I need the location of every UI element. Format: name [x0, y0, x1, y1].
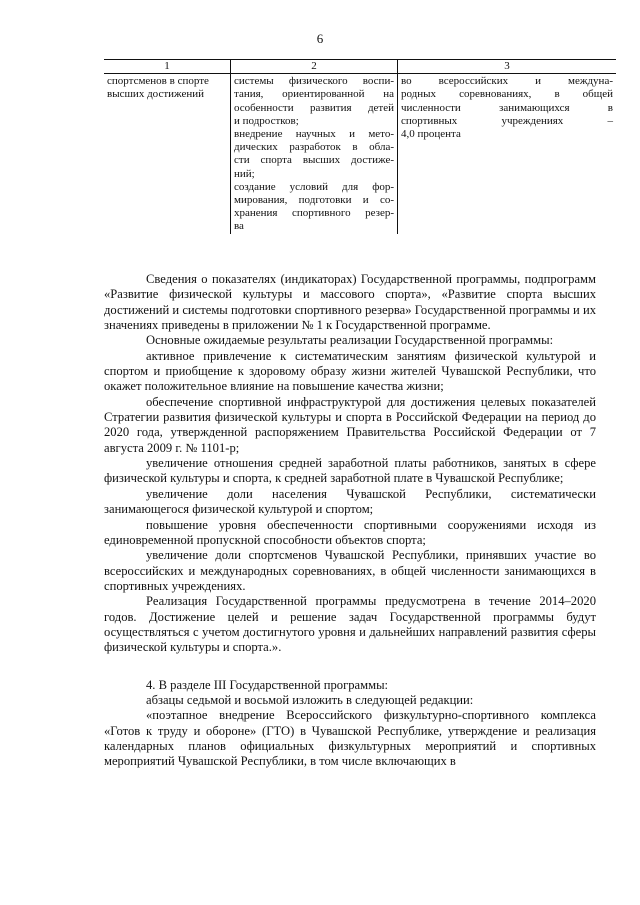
- paragraph: абзацы седьмой и восьмой изложить в следующей редакции:: [146, 692, 474, 707]
- continuation-table: [104, 59, 616, 234]
- paragraph: обеспечение спортивной инфраструктурой для достижения целевых показателей Стратегии развития физической культуры и спорта в Российской Федерации на период до 2020 года, утвержденной распоряжением Правительства Российской Федерации от 7 августа 2009 г. № 1101-р;: [104, 394, 596, 455]
- column-header-3: 3: [398, 60, 617, 74]
- table-header-row: [104, 60, 616, 74]
- cell-line: хранения спортивного резер-: [234, 207, 394, 220]
- cell-line: численности занимающихся в: [401, 101, 613, 114]
- paragraph: Основные ожидаемые результаты реализации Государственной программы:: [146, 333, 554, 348]
- paragraph: увеличение доли населения Чувашской Республики, систематически занимающегося физической культурой и спортом;: [104, 486, 596, 517]
- cell-line: во всероссийских и междуна-: [401, 75, 613, 88]
- cell-line: высших достижений: [107, 88, 205, 101]
- cell-line: сти спорта высших достиже-: [234, 154, 394, 167]
- cell-line: ва: [234, 220, 244, 233]
- paragraph: Сведения о показателях (индикаторах) Государственной программы, подпрограмм «Развитие физической культуры и массового спорта», «Развитие спорта высших достижений и системы подготовки спортивного резерва» Государственной программы и их значениях приведены в приложении № 1 к Государственной программе.: [104, 272, 596, 333]
- paragraph: «поэтапное внедрение Всероссийского физкультурно-спортивного комплекса «Готов к труду и обороне» (ГТО) в Чувашской Республике, утверждение и реализация календарных планов официальных физкультурных мероприятий и спортивных мероприятий Чувашской Республики, в том числе включающих в: [104, 708, 596, 769]
- cell-line: ний;: [234, 167, 255, 180]
- cell-line: спортивных учреждениях –: [401, 114, 613, 127]
- paragraph: 4. В разделе III Государственной программы:: [146, 677, 389, 692]
- table-row: [104, 74, 616, 234]
- cell-line: 4,0 процента: [401, 128, 461, 141]
- table-cell-1: [104, 74, 231, 234]
- paragraph: увеличение доли спортсменов Чувашской Республики, принявших участие во всероссийских и международных соревнованиях, в общей численности занимающихся в спортивных учреждениях.: [104, 548, 596, 593]
- cell-line: особенности развития детей: [234, 101, 394, 114]
- cell-line: родных соревнованиях, в общей: [401, 88, 613, 101]
- table-cell-2: [231, 74, 398, 234]
- cell-line: тания, ориентированной на: [234, 88, 394, 101]
- cell-line: внедрение научных и мето-: [234, 128, 394, 141]
- cell-line: создание условий для фор-: [234, 180, 394, 193]
- document-body: [104, 272, 596, 770]
- cell-line: спортсменов в спорте: [107, 75, 209, 88]
- cell-line: системы физического воспи-: [234, 75, 394, 88]
- paragraph: активное привлечение к систематическим занятиям физической культурой и спортом и приобщение к здоровому образу жизни жителей Чувашской Республики, что окажет положительное влияние на повышение качества жизни;: [104, 348, 596, 394]
- column-header-1: 1: [104, 60, 231, 74]
- page-number: 6: [316, 31, 324, 46]
- cell-line: мирования, подготовки и со-: [234, 194, 394, 207]
- cell-line: и подростков;: [234, 114, 299, 127]
- column-header-2: 2: [231, 60, 398, 74]
- paragraph: повышение уровня обеспеченности спортивными сооружениями исходя из единовременной пропускной способности объектов спорта;: [104, 517, 596, 547]
- cell-line: дических разработок в обла-: [234, 141, 394, 154]
- paragraph: увеличение отношения средней заработной платы работников, занятых в сфере физической культуры и спорта, к средней заработной плате в Чувашской Республике;: [104, 456, 596, 486]
- paragraph: Реализация Государственной программы предусмотрена в течение 2014–2020 годов. Достижение целей и решение задач Государственной программы будут осуществляться с учетом достигнутого уровня и дальнейших направлений развития сферы физической культуры и спорта.».: [104, 594, 596, 655]
- table-cell-3: [398, 74, 617, 234]
